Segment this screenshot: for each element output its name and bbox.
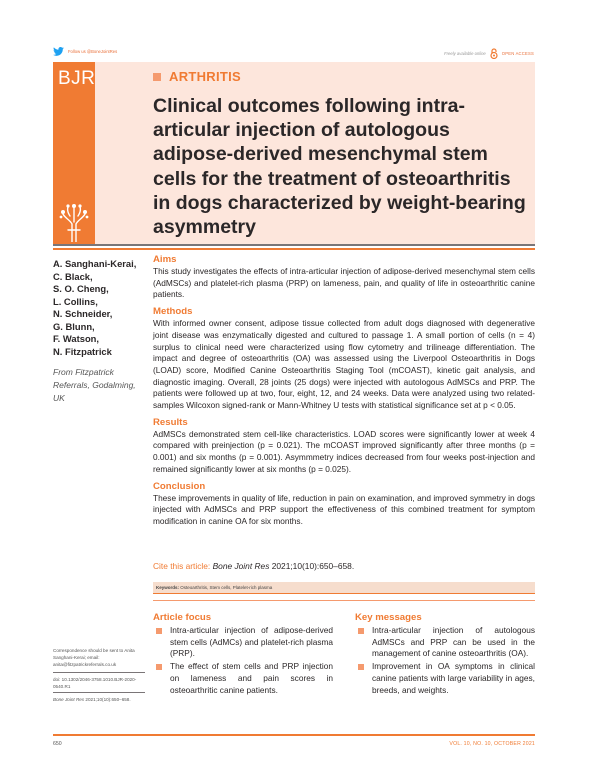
journal-logo: BJR	[58, 68, 96, 89]
freely-available-label: Freely available online	[444, 51, 486, 56]
abstract-heading-aims: Aims	[153, 254, 177, 265]
author: L. Collins,	[53, 295, 98, 307]
abstract-heading-methods: Methods	[153, 306, 193, 318]
doi-link[interactable]: doi: 10.1302/2046-3758.1010.BJR-2020-0540.R1	[53, 672, 145, 690]
author: N. Schneider,	[53, 308, 113, 319]
list-item: The effect of stem cells and PRP injection on lameness and pain scores in osteoarthritic canine patients.	[153, 661, 333, 696]
key-messages-heading: Key messages	[355, 612, 422, 623]
open-access-badge	[444, 48, 534, 59]
section-square-icon	[153, 73, 161, 81]
author: G. Blunn,	[53, 320, 95, 332]
abstract-heading-conclusion: Conclusion	[153, 480, 206, 492]
twitter-handle: Follow us @BoneJointRes	[68, 49, 118, 54]
reference-note	[53, 692, 145, 703]
abstract-text-methods: With informed owner consent, adipose tissue collected from adult dogs diagnosed with degenerative joint disease was enzymatically digested and cultured to passage 1. A small portion of cells (n = 4) surplus to clinical need were characterized using flow cytometry and trilineage differentiation. The impact and degree of osteoarthritis (OA) was assessed using the Liverpool Osteoarthritis in Dogs (LOAD) score, Modified Canine Osteoarthritis Staging Tool (mCOAST), kinetic gait analysis, and diagnostic imaging. Overall, 28 joints (25 dogs) were injected with autologous AdMSCs and PRP. The patients were followed up at two, four, eight, 12, and 24 weeks. Data were analyzed using two related-samples Wilcoxon signed-rank or Mann-Whitney U tests with statistical significance set at p < 0.05.	[153, 318, 535, 411]
article-focus	[153, 612, 333, 697]
author: A. Sanghani-Kerai,	[53, 258, 137, 269]
abstract-text-conclusion: These improvements in quality of life, reduction in pain on examination, and improved symmetry in dogs injected with AdMSCs and PRP support the effectiveness of this combined treatment for symptom modification in canine OA for six months.	[153, 492, 535, 526]
list-item: Intra-articular injection of autologous AdMSCs and PRP can be used in the management of canine osteoarthritis (OA).	[355, 625, 535, 660]
list-item: Improvement in OA symptoms in clinical canine patients with large variability in ages, breeds, and weights.	[355, 661, 535, 696]
section-tag	[153, 69, 241, 84]
affiliation: From Fitzpatrick Referrals, Godalming, UK	[53, 367, 136, 403]
abstract	[153, 254, 535, 533]
citation-label: Cite this article:	[153, 561, 211, 571]
abstract-text-results: AdMSCs demonstrated stem cell-like characteristics. LOAD scores were significantly lower at week 4 compared with preinjection (p = 0.021). The mCOAST improved significantly after three months (p = 0.001) and six months (p = 0.001). Asymmmetry indices decreased from four weeks post-injection and remained significantly lower at six months (p = 0.025).	[153, 428, 535, 474]
twitter-follow-link[interactable]	[53, 47, 117, 56]
footer-rule	[53, 734, 535, 736]
keywords-label: Keywords:	[156, 585, 180, 590]
reference-journal: Bone Joint Res	[53, 697, 85, 702]
author: F. Watson,	[53, 333, 100, 344]
open-lock-icon	[490, 48, 498, 59]
citation	[153, 561, 354, 571]
article-focus-heading: Article focus	[153, 612, 212, 623]
author-list	[53, 258, 148, 358]
correspondence-note: Correspondence should be sent to Anita Sanghani-Kerai; email: anita@fitzpatrickreferrals.co.uk	[53, 648, 135, 667]
author: C. Black,	[53, 270, 93, 282]
abstract-text-aims: This study investigates the effects of intra-articular injection of adipose-derived mesenchymal stem cells (AdMSCs) and platelet-rich plasma (PRP) on lameness, pain, and quality of life in osteoarthritic canine patients.	[153, 266, 535, 300]
citation-journal: Bone Joint Res	[212, 561, 270, 571]
tree-logo-icon	[58, 200, 90, 242]
section-label: ARTHRITIS	[169, 69, 242, 84]
open-access-label: OPEN ACCESS	[501, 51, 534, 56]
twitter-bird-icon	[53, 47, 64, 56]
author: S. O. Cheng,	[53, 283, 109, 294]
citation-details: 2021;10(10):650–658.	[269, 561, 355, 571]
keywords-values: Osteoarthritis, Stem cells, Platelet-rich plasma	[180, 585, 273, 590]
keywords-bar	[153, 582, 535, 594]
header-rule-orange	[53, 248, 535, 250]
list-item: Intra-articular injection of adipose-derived stem cells (AdMCs) and platelet-rich plasma (PRP).	[153, 625, 333, 660]
key-messages	[355, 612, 535, 697]
reference-details: 2021;10(10):650–658.	[84, 697, 131, 702]
volume-info: VOL. 10, NO. 10, OCTOBER 2021	[449, 741, 535, 747]
section-divider	[153, 600, 535, 601]
author: N. Fitzpatrick	[53, 345, 112, 357]
page-number: 650	[53, 741, 62, 747]
abstract-heading-results: Results	[153, 416, 188, 428]
header-rule-gray	[53, 244, 535, 246]
article-title: Clinical outcomes following intra-articular injection of autologous adipose-derived mesenchymal stem cells for the treatment of osteoarthritis in dogs characterized by weight-bearing asymmetry	[153, 95, 526, 239]
